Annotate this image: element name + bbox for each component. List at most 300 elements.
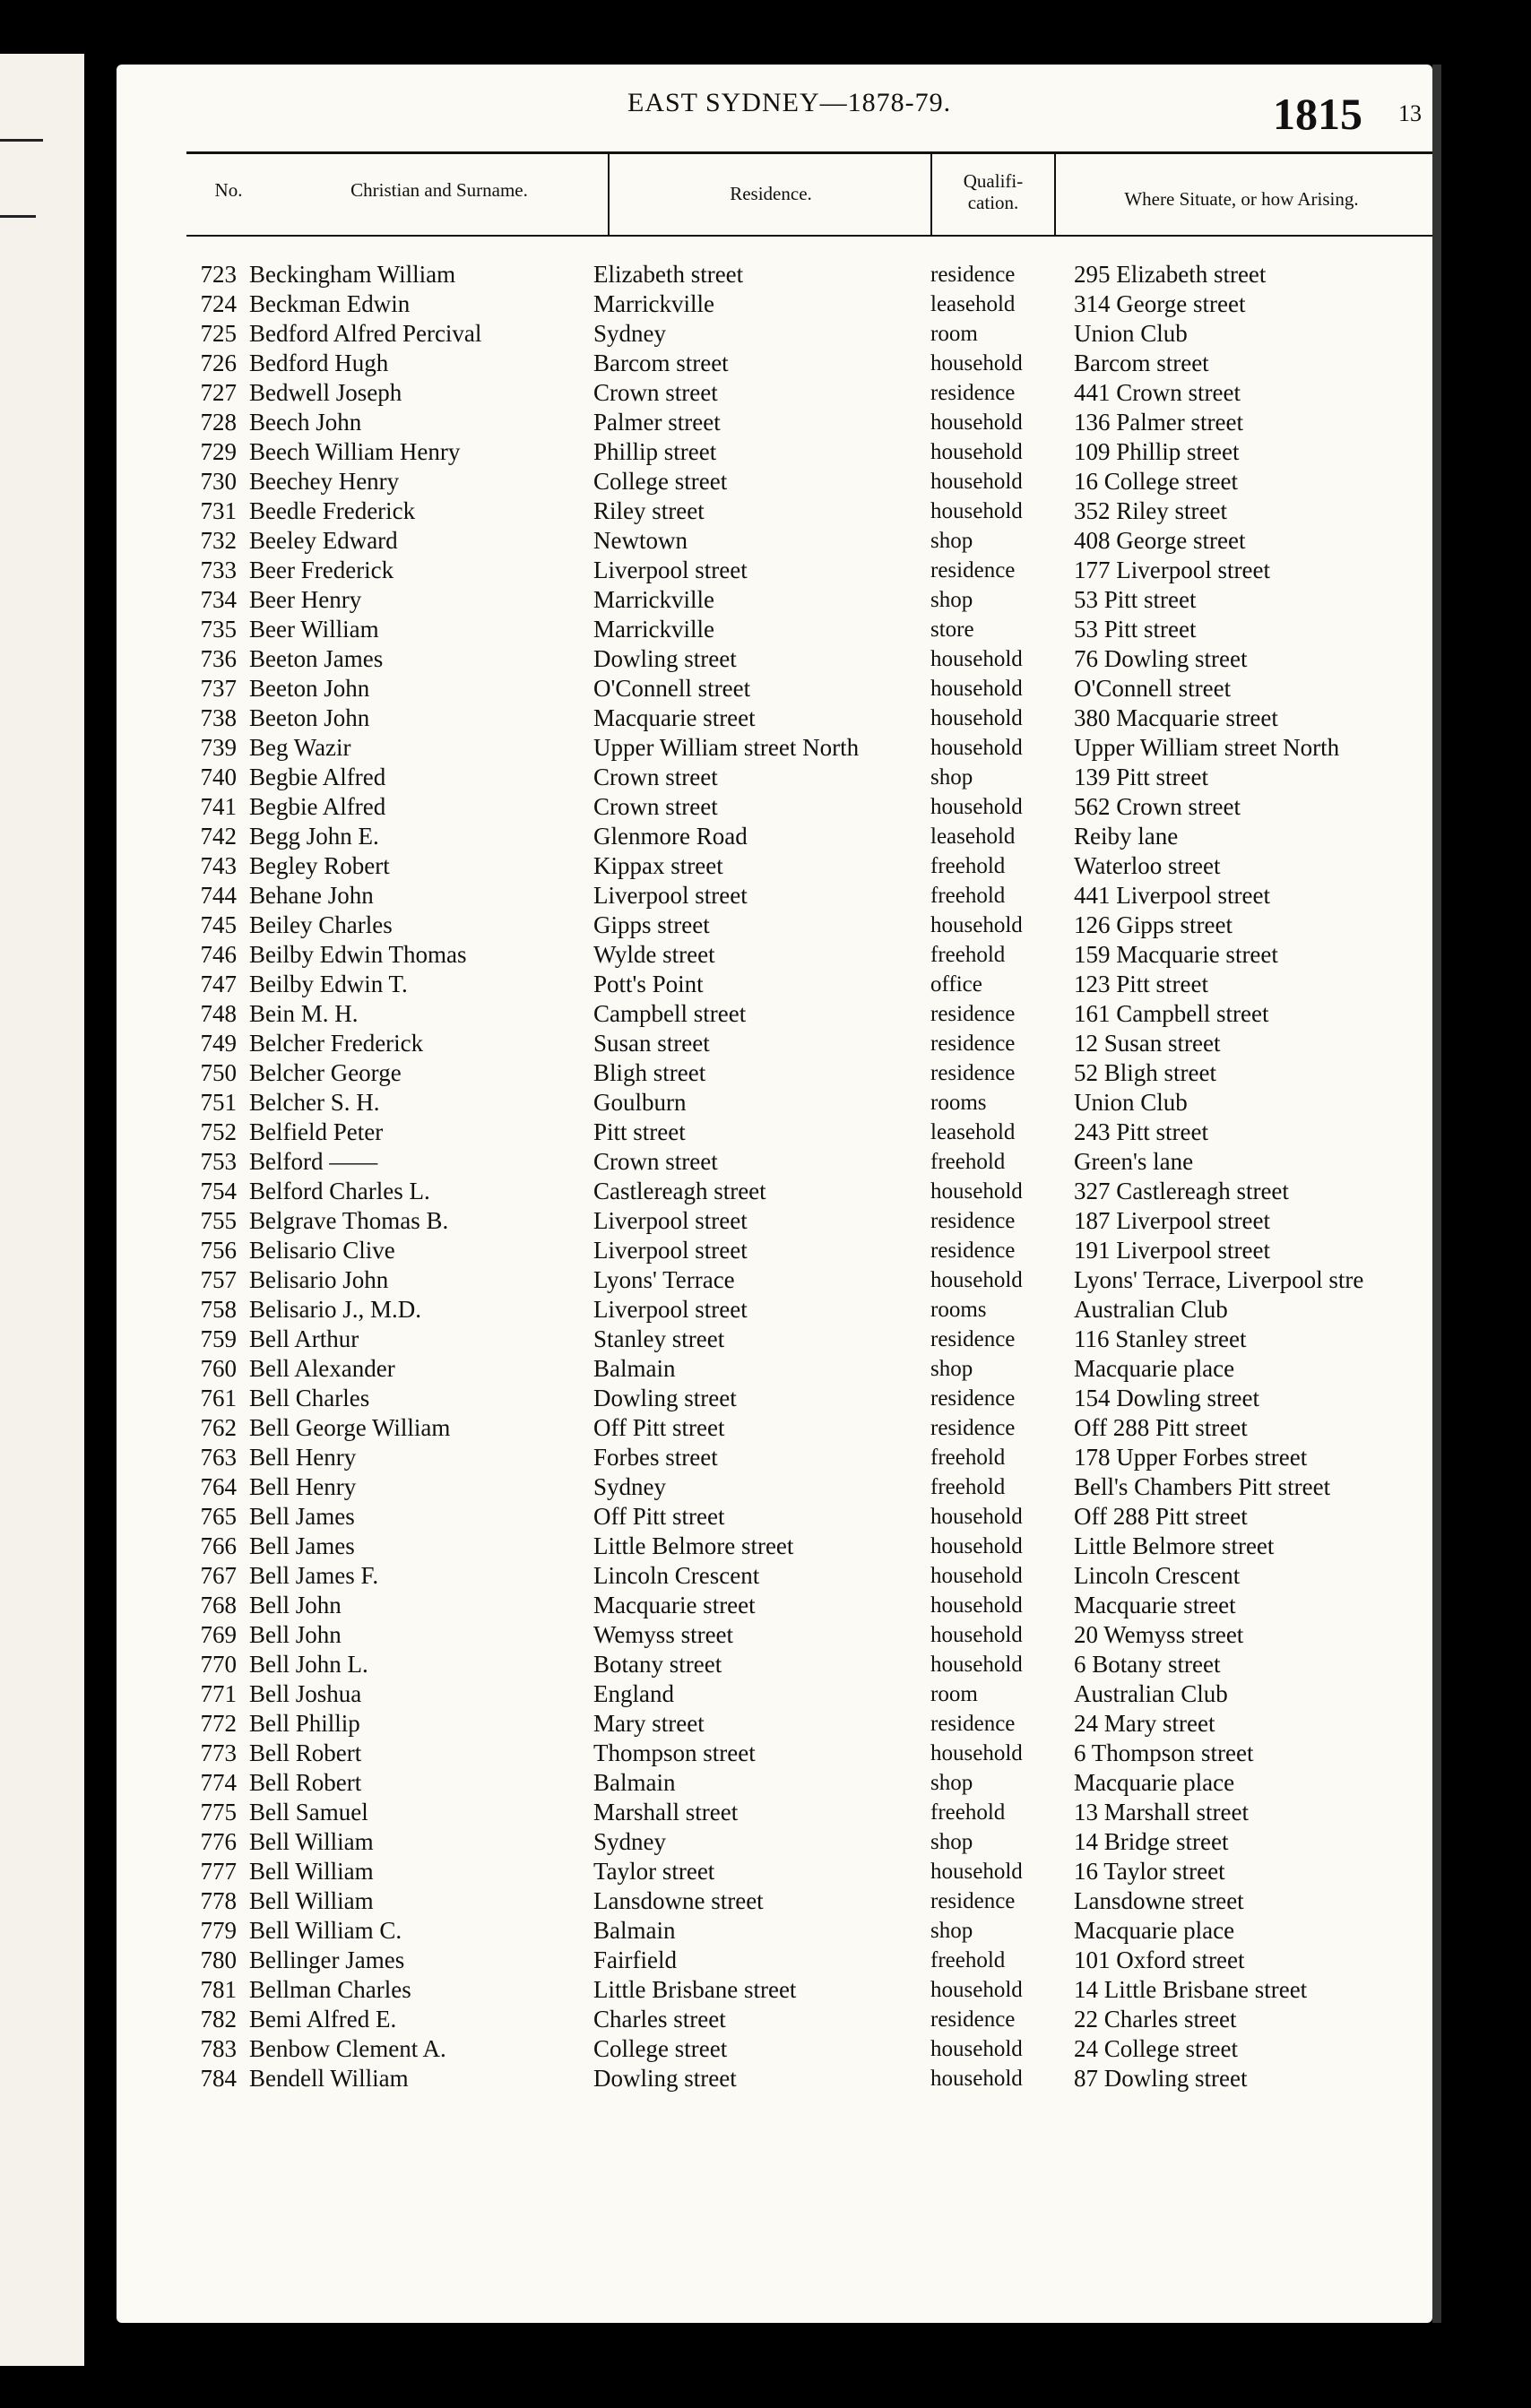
row-name: Bell James — [249, 1532, 355, 1559]
row-where: 53 Pitt street — [1074, 616, 1197, 643]
row-where: Lincoln Crescent — [1074, 1562, 1241, 1589]
row-qualification: household — [930, 1505, 1023, 1529]
row-qualification: residence — [930, 263, 1016, 287]
row-qualification: residence — [930, 1889, 1016, 1913]
row-name: Belcher S. H. — [249, 1089, 380, 1116]
row-qualification: freehold — [930, 1475, 1006, 1499]
row-residence: Barcom street — [593, 350, 729, 376]
row-name: Bell Robert — [249, 1769, 362, 1796]
row-name: Beiley Charles — [249, 911, 393, 938]
row-qualification: household — [930, 1741, 1023, 1765]
row-name: Bell Henry — [249, 1473, 357, 1500]
row-number: 745 — [200, 911, 237, 938]
row-where: 380 Macquarie street — [1074, 704, 1278, 731]
table-row — [117, 703, 1432, 733]
table-row — [117, 260, 1432, 289]
row-number: 782 — [200, 2006, 237, 2033]
row-where: 6 Thompson street — [1074, 1739, 1254, 1766]
row-name: Beeley Edward — [249, 527, 398, 554]
table-row — [117, 763, 1432, 792]
table-row — [117, 408, 1432, 437]
row-name: Begg John E. — [249, 823, 379, 850]
row-name: Beg Wazir — [249, 734, 351, 761]
row-qualification: residence — [930, 1327, 1016, 1351]
row-name: Bell Henry — [249, 1444, 357, 1471]
row-name: Bell William — [249, 1858, 374, 1885]
row-qualification: residence — [930, 1002, 1016, 1026]
column-header-name: Christian and Surname. — [350, 179, 528, 201]
table-row — [117, 1886, 1432, 1916]
table-row — [117, 349, 1432, 378]
row-where: 52 Bligh street — [1074, 1059, 1216, 1086]
row-qualification: residence — [930, 2007, 1016, 2032]
row-qualification: residence — [930, 1209, 1016, 1233]
row-name: Begbie Alfred — [249, 764, 386, 790]
row-residence: Sydney — [593, 1828, 666, 1855]
table-row — [117, 585, 1432, 615]
row-where: 24 College street — [1074, 2035, 1238, 2062]
row-residence: Campbell street — [593, 1000, 747, 1027]
table-row — [117, 1236, 1432, 1265]
row-residence: Crown street — [593, 764, 718, 790]
row-residence: Balmain — [593, 1769, 676, 1796]
row-qualification: household — [930, 2037, 1023, 2061]
row-where: 243 Pitt street — [1074, 1118, 1208, 1145]
row-number: 726 — [200, 350, 237, 376]
row-where: 126 Gipps street — [1074, 911, 1233, 938]
row-number: 776 — [200, 1828, 237, 1855]
row-number: 739 — [200, 734, 237, 761]
facing-page-rule — [0, 215, 36, 218]
row-where: 6 Botany street — [1074, 1651, 1221, 1678]
row-qualification: residence — [930, 1386, 1016, 1411]
row-where: 441 Crown street — [1074, 379, 1241, 406]
row-number: 748 — [200, 1000, 237, 1027]
row-name: Beech John — [249, 409, 362, 436]
row-name: Beckingham William — [249, 261, 456, 288]
row-qualification: leasehold — [930, 292, 1016, 316]
header-bottom-rule — [186, 235, 1432, 237]
row-qualification: freehold — [930, 1446, 1006, 1470]
row-name: Bell John — [249, 1592, 342, 1618]
row-residence: Gipps street — [593, 911, 710, 938]
row-number: 774 — [200, 1769, 237, 1796]
row-name: Bell James — [249, 1503, 355, 1530]
row-qualification: household — [930, 470, 1023, 494]
table-row — [117, 674, 1432, 703]
row-number: 778 — [200, 1887, 237, 1914]
table-row — [117, 1827, 1432, 1857]
row-number: 747 — [200, 971, 237, 997]
row-qualification: shop — [930, 1771, 973, 1795]
row-residence: Balmain — [593, 1917, 676, 1944]
row-name: Beeton James — [249, 645, 384, 672]
row-name: Bell William C. — [249, 1917, 402, 1944]
row-where: 13 Marshall street — [1074, 1799, 1249, 1825]
column-header-residence: Residence. — [730, 183, 812, 204]
table-row — [117, 1443, 1432, 1472]
table-row — [117, 1739, 1432, 1768]
row-number: 742 — [200, 823, 237, 850]
row-number: 729 — [200, 438, 237, 465]
row-where: Australian Club — [1074, 1680, 1228, 1707]
row-qualification: rooms — [930, 1298, 987, 1322]
row-name: Bellman Charles — [249, 1976, 411, 2003]
row-name: Belford Charles L. — [249, 1178, 430, 1204]
row-residence: Forbes street — [593, 1444, 718, 1471]
row-number: 781 — [200, 1976, 237, 2003]
row-name: Bedford Hugh — [249, 350, 389, 376]
row-residence: Macquarie street — [593, 1592, 756, 1618]
table-row — [117, 1118, 1432, 1147]
row-name: Bell Joshua — [249, 1680, 362, 1707]
row-number: 759 — [200, 1325, 237, 1352]
row-name: Begley Robert — [249, 852, 390, 879]
row-number: 736 — [200, 645, 237, 672]
row-number: 777 — [200, 1858, 237, 1885]
table-row — [117, 1206, 1432, 1236]
table-row — [117, 1354, 1432, 1384]
row-number: 749 — [200, 1030, 237, 1057]
row-residence: Glenmore Road — [593, 823, 748, 850]
table-row — [117, 437, 1432, 467]
row-qualification: household — [930, 2067, 1023, 2091]
table-row — [117, 1295, 1432, 1325]
row-qualification: household — [930, 677, 1023, 701]
row-name: Belisario Clive — [249, 1237, 395, 1264]
table-row — [117, 1502, 1432, 1532]
row-where: 177 Liverpool street — [1074, 557, 1270, 583]
row-residence: Dowling street — [593, 1385, 737, 1411]
row-residence: Newtown — [593, 527, 688, 554]
table-row — [117, 1975, 1432, 2005]
row-where: Reiby lane — [1074, 823, 1179, 850]
row-qualification: freehold — [930, 1948, 1006, 1972]
row-residence: Bligh street — [593, 1059, 706, 1086]
row-residence: Goulburn — [593, 1089, 687, 1116]
row-residence: Phillip street — [593, 438, 717, 465]
row-where: Lansdowne street — [1074, 1887, 1244, 1914]
row-name: Bell William — [249, 1887, 374, 1914]
table-row — [117, 1029, 1432, 1058]
row-number: 731 — [200, 497, 237, 524]
row-qualification: household — [930, 736, 1023, 760]
row-name: Beer William — [249, 616, 379, 643]
row-qualification: household — [930, 706, 1023, 730]
row-where: 87 Dowling street — [1074, 2065, 1248, 2092]
row-number: 730 — [200, 468, 237, 495]
column-divider — [930, 154, 932, 235]
row-number: 766 — [200, 1532, 237, 1559]
table-row — [117, 999, 1432, 1029]
row-where: 161 Campbell street — [1074, 1000, 1269, 1027]
row-number: 743 — [200, 852, 237, 879]
row-residence: Pott's Point — [593, 971, 704, 997]
row-name: Bell Alexander — [249, 1355, 395, 1382]
row-number: 756 — [200, 1237, 237, 1264]
table-row — [117, 526, 1432, 556]
row-name: Beeton John — [249, 675, 370, 702]
row-residence: Pitt street — [593, 1118, 686, 1145]
row-qualification: shop — [930, 529, 973, 553]
row-number: 737 — [200, 675, 237, 702]
row-qualification: shop — [930, 588, 973, 612]
row-residence: Crown street — [593, 379, 718, 406]
table-row — [117, 1620, 1432, 1650]
row-where: 562 Crown street — [1074, 793, 1241, 820]
table-row — [117, 1946, 1432, 1975]
row-number: 723 — [200, 261, 237, 288]
row-qualification: leasehold — [930, 1120, 1016, 1144]
row-number: 734 — [200, 586, 237, 613]
row-name: Belgrave Thomas B. — [249, 1207, 449, 1234]
row-where: 441 Liverpool street — [1074, 882, 1270, 909]
row-name: Beechey Henry — [249, 468, 400, 495]
row-where: 139 Pitt street — [1074, 764, 1208, 790]
row-qualification: household — [930, 647, 1023, 671]
row-name: Belcher George — [249, 1059, 402, 1086]
table-row — [117, 496, 1432, 526]
row-qualification: residence — [930, 1712, 1016, 1736]
row-qualification: shop — [930, 1830, 973, 1854]
row-where: 22 Charles street — [1074, 2006, 1237, 2033]
row-number: 775 — [200, 1799, 237, 1825]
column-divider — [1054, 154, 1056, 235]
table-row — [117, 1857, 1432, 1886]
row-number: 728 — [200, 409, 237, 436]
row-qualification: household — [930, 410, 1023, 435]
page-edge-shadow — [1432, 65, 1441, 2323]
row-name: Bedford Alfred Percival — [249, 320, 482, 347]
table-row — [117, 940, 1432, 970]
row-residence: College street — [593, 468, 728, 495]
row-residence: Marrickville — [593, 616, 714, 643]
row-name: Bein M. H. — [249, 1000, 359, 1027]
row-name: Bendell William — [249, 2065, 409, 2092]
row-number: 764 — [200, 1473, 237, 1500]
column-header-qualification-line1: Qualifi- — [963, 170, 1024, 192]
row-name: Beilby Edwin Thomas — [249, 941, 467, 968]
row-number: 727 — [200, 379, 237, 406]
column-header-qualification-line2: cation. — [967, 192, 1019, 213]
row-name: Bell Robert — [249, 1739, 362, 1766]
row-residence: Castlereagh street — [593, 1178, 766, 1204]
row-name: Belisario John — [249, 1266, 389, 1293]
row-where: 154 Dowling street — [1074, 1385, 1259, 1411]
table-row — [117, 1532, 1432, 1561]
row-where: O'Connell street — [1074, 675, 1232, 702]
row-name: Bemi Alfred E. — [249, 2006, 397, 2033]
row-where: 53 Pitt street — [1074, 586, 1197, 613]
row-residence: Balmain — [593, 1355, 676, 1382]
row-where: 136 Palmer street — [1074, 409, 1243, 436]
register-rows — [117, 260, 1432, 2093]
row-name: Bell Samuel — [249, 1799, 368, 1825]
row-number: 768 — [200, 1592, 237, 1618]
table-row — [117, 1679, 1432, 1709]
table-row — [117, 822, 1432, 851]
row-residence: Little Belmore street — [593, 1532, 794, 1559]
table-row — [117, 467, 1432, 496]
row-qualification: freehold — [930, 854, 1006, 878]
row-name: Behane John — [249, 882, 374, 909]
row-qualification: household — [930, 1564, 1023, 1588]
row-residence: Marrickville — [593, 290, 714, 317]
row-residence: Dowling street — [593, 645, 737, 672]
row-where: Bell's Chambers Pitt street — [1074, 1473, 1331, 1500]
row-where: Macquarie place — [1074, 1355, 1235, 1382]
row-residence: Upper William street North — [593, 734, 860, 761]
table-row — [117, 733, 1432, 763]
row-name: Bell Charles — [249, 1385, 370, 1411]
row-where: Union Club — [1074, 1089, 1188, 1116]
row-residence: Macquarie street — [593, 704, 756, 731]
row-where: Off 288 Pitt street — [1074, 1503, 1248, 1530]
row-where: Macquarie street — [1074, 1592, 1236, 1618]
row-where: Green's lane — [1074, 1148, 1194, 1175]
table-row — [117, 881, 1432, 911]
row-residence: Fairfield — [593, 1946, 677, 1973]
table-row — [117, 2064, 1432, 2093]
row-qualification: household — [930, 1593, 1023, 1618]
row-where: 101 Oxford street — [1074, 1946, 1245, 1973]
row-residence: College street — [593, 2035, 728, 2062]
row-where: 12 Susan street — [1074, 1030, 1221, 1057]
row-where: Little Belmore street — [1074, 1532, 1275, 1559]
row-qualification: residence — [930, 558, 1016, 583]
row-residence: Susan street — [593, 1030, 710, 1057]
row-number: 783 — [200, 2035, 237, 2062]
table-row — [117, 1265, 1432, 1295]
row-number: 732 — [200, 527, 237, 554]
row-where: Macquarie place — [1074, 1769, 1235, 1796]
row-where: 327 Castlereagh street — [1074, 1178, 1289, 1204]
row-number: 735 — [200, 616, 237, 643]
row-qualification: household — [930, 913, 1023, 937]
row-name: Bell Arthur — [249, 1325, 359, 1352]
table-row — [117, 1058, 1432, 1088]
row-qualification: shop — [930, 1357, 973, 1381]
row-where: 191 Liverpool street — [1074, 1237, 1270, 1264]
row-residence: England — [593, 1680, 674, 1707]
table-row — [117, 615, 1432, 644]
row-number: 753 — [200, 1148, 237, 1175]
row-name: Beedle Frederick — [249, 497, 416, 524]
table-row — [117, 1472, 1432, 1502]
row-where: 352 Riley street — [1074, 497, 1227, 524]
table-row — [117, 1709, 1432, 1739]
row-residence: Taylor street — [593, 1858, 715, 1885]
row-qualification: residence — [930, 381, 1016, 405]
row-residence: Liverpool street — [593, 1207, 748, 1234]
row-number: 752 — [200, 1118, 237, 1145]
facing-page-rule — [0, 139, 43, 142]
register-page — [117, 65, 1432, 2323]
row-name: Beech William Henry — [249, 438, 461, 465]
row-qualification: residence — [930, 1061, 1016, 1085]
table-row — [117, 1650, 1432, 1679]
row-number: 772 — [200, 1710, 237, 1737]
row-qualification: rooms — [930, 1091, 987, 1115]
row-where: 16 Taylor street — [1074, 1858, 1225, 1885]
row-where: 24 Mary street — [1074, 1710, 1215, 1737]
row-residence: Botany street — [593, 1651, 722, 1678]
row-qualification: store — [930, 617, 974, 642]
row-residence: Liverpool street — [593, 1237, 748, 1264]
row-qualification: household — [930, 1653, 1023, 1677]
row-where: 116 Stanley street — [1074, 1325, 1247, 1352]
row-name: Belford —— — [249, 1148, 378, 1175]
row-where: Lyons' Terrace, Liverpool stre — [1074, 1266, 1364, 1293]
row-name: Bell George William — [249, 1414, 451, 1441]
row-residence: Dowling street — [593, 2065, 737, 2092]
row-number: 773 — [200, 1739, 237, 1766]
row-name: Bellinger James — [249, 1946, 405, 1973]
table-row — [117, 1147, 1432, 1177]
row-residence: Crown street — [593, 793, 718, 820]
row-residence: Lincoln Crescent — [593, 1562, 760, 1589]
table-row — [117, 851, 1432, 881]
row-number: 761 — [200, 1385, 237, 1411]
row-name: Bell John — [249, 1621, 342, 1648]
page-sub-number: 13 — [1398, 100, 1422, 126]
row-qualification: freehold — [930, 884, 1006, 908]
row-residence: Off Pitt street — [593, 1414, 725, 1441]
row-qualification: household — [930, 1534, 1023, 1558]
row-qualification: room — [930, 1682, 978, 1706]
row-residence: Marshall street — [593, 1799, 739, 1825]
row-number: 771 — [200, 1680, 237, 1707]
row-name: Beilby Edwin T. — [249, 971, 408, 997]
row-residence: Lyons' Terrace — [593, 1266, 735, 1293]
row-residence: Liverpool street — [593, 882, 748, 909]
row-number: 754 — [200, 1178, 237, 1204]
row-qualification: shop — [930, 765, 973, 790]
row-number: 770 — [200, 1651, 237, 1678]
row-residence: Little Brisbane street — [593, 1976, 797, 2003]
row-where: 14 Little Brisbane street — [1074, 1976, 1308, 2003]
row-residence: Palmer street — [593, 409, 721, 436]
row-qualification: household — [930, 1860, 1023, 1884]
column-header-where: Where Situate, or how Arising. — [1124, 188, 1359, 210]
row-residence: Stanley street — [593, 1325, 725, 1352]
row-residence: Wylde street — [593, 941, 715, 968]
row-name: Bell Phillip — [249, 1710, 360, 1737]
table-row — [117, 378, 1432, 408]
row-where: 14 Bridge street — [1074, 1828, 1229, 1855]
row-where: 16 College street — [1074, 468, 1238, 495]
row-name: Bell John L. — [249, 1651, 368, 1678]
row-number: 725 — [200, 320, 237, 347]
row-where: 76 Dowling street — [1074, 645, 1248, 672]
row-name: Beeton John — [249, 704, 370, 731]
row-where: 20 Wemyss street — [1074, 1621, 1244, 1648]
row-qualification: leasehold — [930, 824, 1016, 849]
row-where: Barcom street — [1074, 350, 1209, 376]
row-number: 746 — [200, 941, 237, 968]
row-residence: Thompson street — [593, 1739, 756, 1766]
row-residence: Liverpool street — [593, 1296, 748, 1323]
row-number: 765 — [200, 1503, 237, 1530]
row-residence: Liverpool street — [593, 557, 748, 583]
row-number: 779 — [200, 1917, 237, 1944]
column-divider — [608, 154, 610, 235]
row-number: 733 — [200, 557, 237, 583]
table-row — [117, 1088, 1432, 1118]
row-qualification: household — [930, 351, 1023, 375]
row-number: 738 — [200, 704, 237, 731]
row-residence: Charles street — [593, 2006, 726, 2033]
